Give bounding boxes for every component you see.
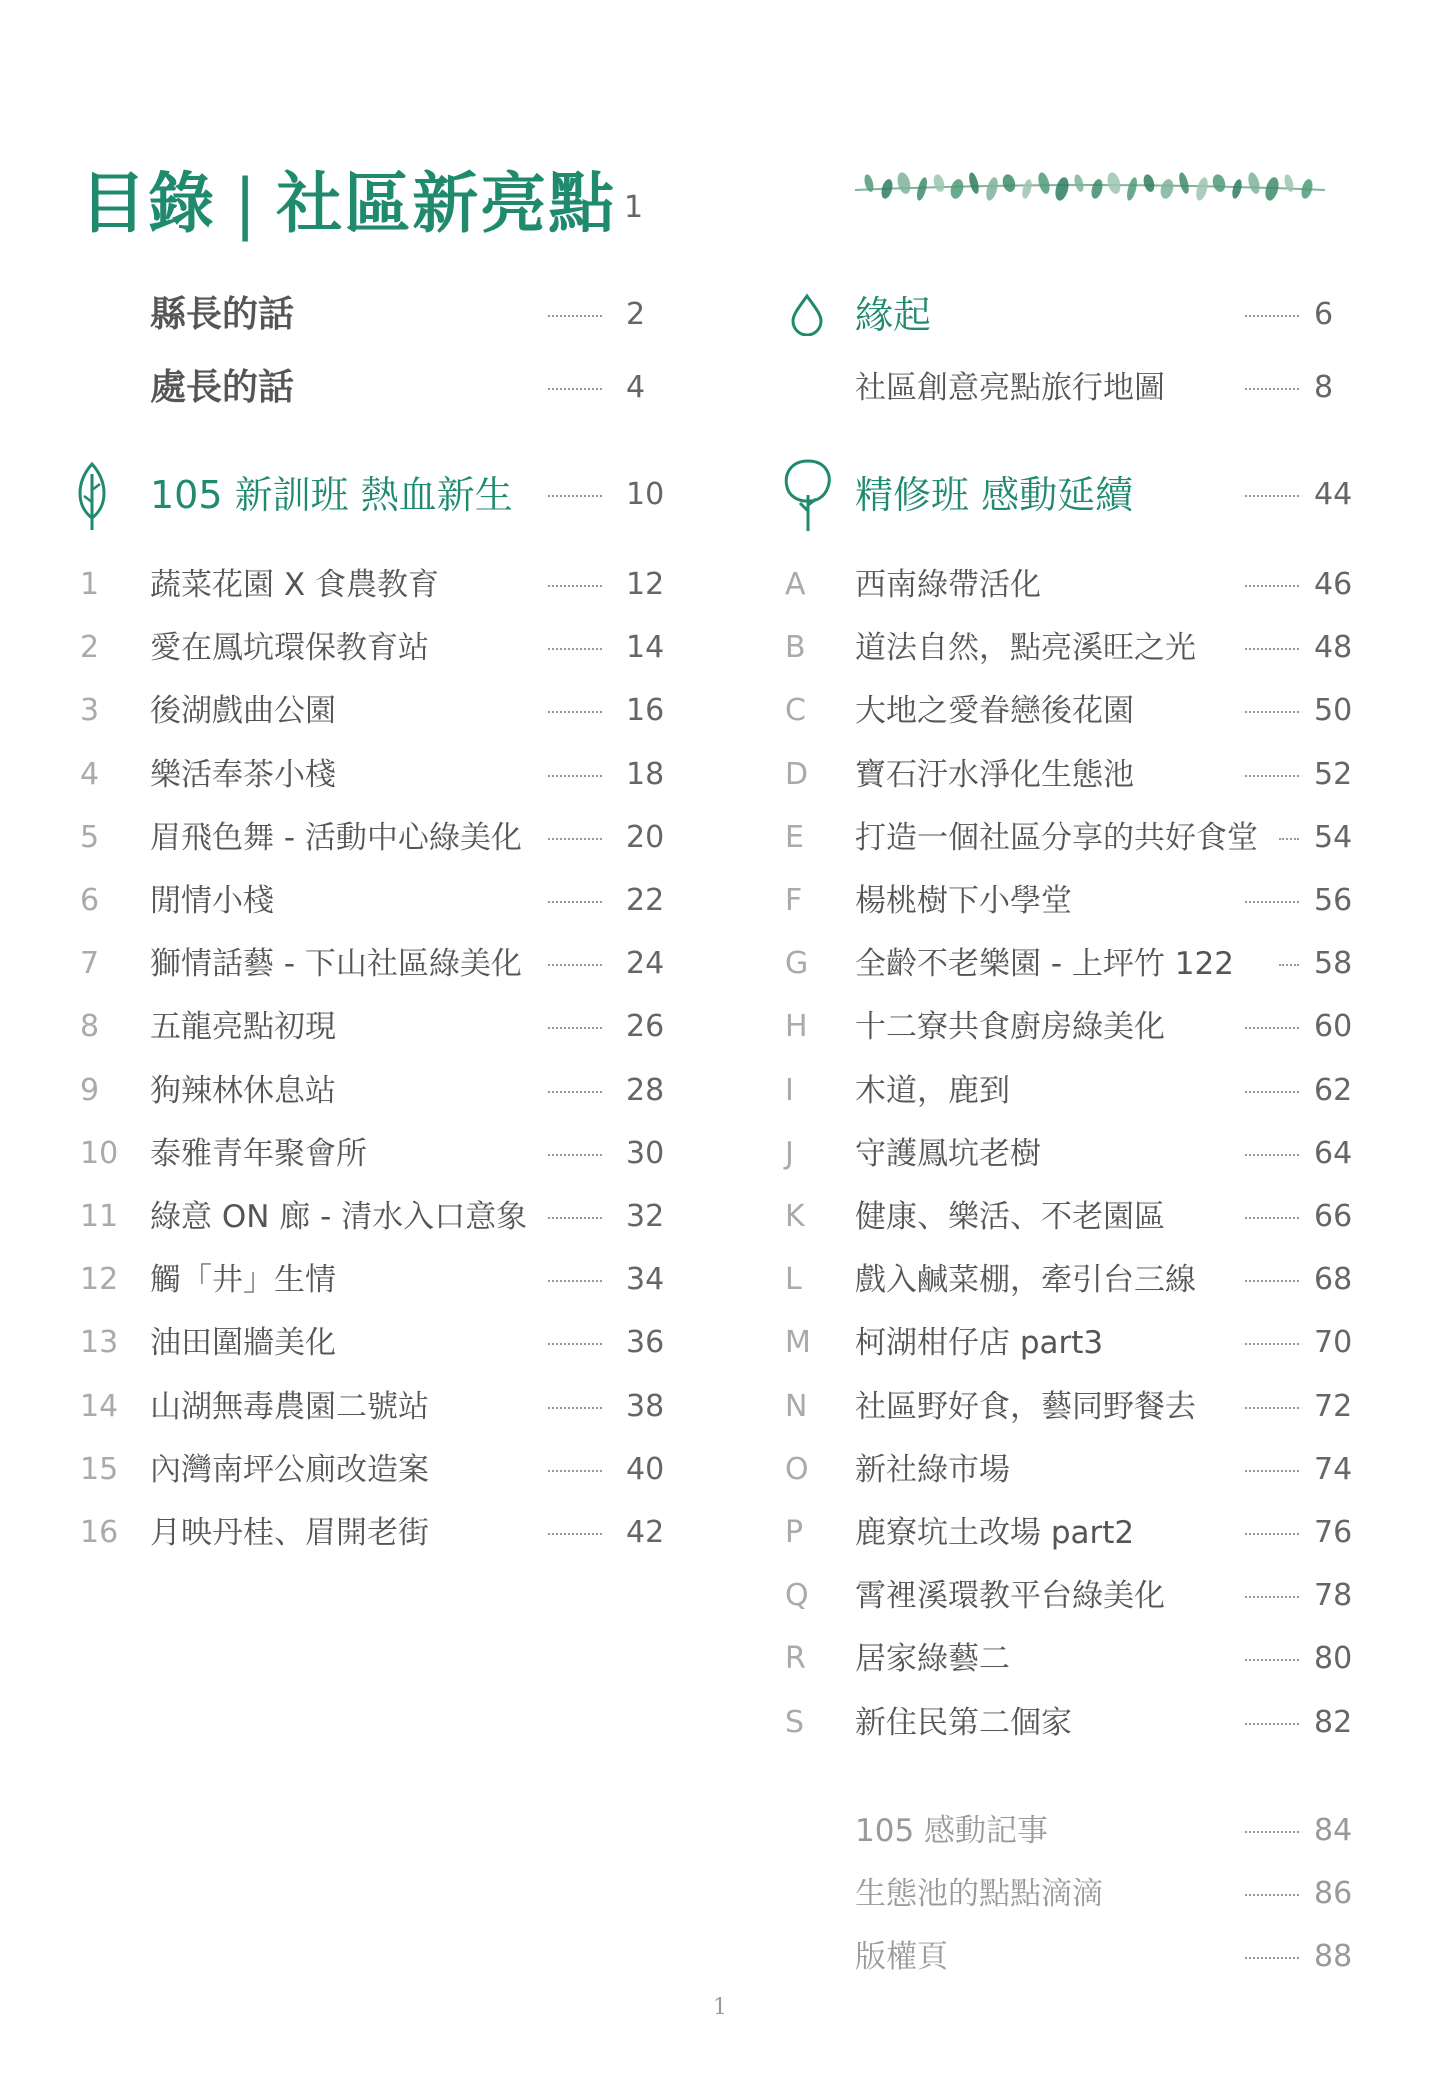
entry-page-number: 20 xyxy=(626,819,665,855)
entry-index: N xyxy=(785,1388,808,1424)
entry-label: 鹿寮坑土改場 part2 xyxy=(855,1515,1135,1551)
entry-page-number: 10 xyxy=(626,477,665,512)
leader-dots xyxy=(548,1027,602,1029)
entry-page-number: 68 xyxy=(1314,1262,1353,1298)
entry-index: 13 xyxy=(80,1325,119,1361)
leader-dots xyxy=(1245,388,1299,390)
leaf-vine-decoration xyxy=(850,165,1330,215)
entry-index: 9 xyxy=(80,1072,100,1108)
toc-entry[interactable] xyxy=(785,750,1353,800)
toc-entry[interactable] xyxy=(80,1002,680,1052)
leader-dots xyxy=(1245,648,1299,650)
entry-index: F xyxy=(785,883,803,918)
entry-label: 西南綠帶活化 xyxy=(855,567,1041,603)
entry-label: 處長的話 xyxy=(150,367,295,408)
entry-page-number: 56 xyxy=(1314,883,1353,918)
leader-dots xyxy=(548,1533,602,1535)
entry-page-number: 54 xyxy=(1314,819,1353,855)
leader-dots xyxy=(548,388,602,390)
entry-page-number: 84 xyxy=(1314,1813,1353,1848)
entry-index: 11 xyxy=(80,1199,119,1234)
entry-index: O xyxy=(785,1451,809,1487)
footer-page-number: 1 xyxy=(713,1995,727,2020)
toc-entry[interactable] xyxy=(785,1318,1353,1368)
leader-dots xyxy=(548,1343,602,1345)
entry-page-number: 82 xyxy=(1314,1704,1353,1740)
toc-entry[interactable] xyxy=(785,1508,1353,1558)
leader-dots xyxy=(548,1280,602,1282)
entry-index: 2 xyxy=(80,630,100,666)
toc-intro-entry[interactable] xyxy=(80,290,680,340)
entry-label: 緣起 xyxy=(855,293,932,337)
toc-entry[interactable] xyxy=(80,1255,680,1305)
toc-entry[interactable] xyxy=(80,1508,680,1558)
toc-entry[interactable] xyxy=(785,1634,1353,1684)
entry-index: 1 xyxy=(80,567,100,602)
toc-entry[interactable] xyxy=(80,1066,680,1116)
entry-label: 山湖無毒農園二號站 xyxy=(150,1388,429,1425)
entry-page-number: 74 xyxy=(1314,1451,1353,1487)
entry-label: 生態池的點點滴滴 xyxy=(855,1876,1103,1913)
entry-page-number: 58 xyxy=(1314,946,1353,982)
entry-label: 105 新訓班 熱血新生 xyxy=(150,473,513,517)
toc-entry[interactable] xyxy=(80,1445,680,1495)
entry-page-number: 36 xyxy=(626,1325,665,1361)
entry-index: 15 xyxy=(80,1451,119,1487)
page-title: 目錄 | 社區新亮點 xyxy=(80,165,617,242)
toc-entry[interactable] xyxy=(785,1445,1353,1495)
entry-index: 16 xyxy=(80,1515,119,1550)
toc-entry[interactable] xyxy=(785,686,1353,736)
entry-page-number: 32 xyxy=(626,1199,665,1234)
entry-label: 健康、樂活、不老園區 xyxy=(855,1199,1165,1235)
entry-page-number: 46 xyxy=(1314,567,1353,602)
entry-page-number: 8 xyxy=(1314,370,1334,405)
entry-page-number: 18 xyxy=(626,756,665,792)
entry-page-number: 12 xyxy=(626,567,665,602)
entry-index: G xyxy=(785,946,809,982)
entry-label: 楊桃樹下小學堂 xyxy=(855,883,1072,919)
entry-page-number: 14 xyxy=(626,630,665,666)
entry-label: 社區野好食，藝同野餐去 xyxy=(855,1388,1196,1425)
leaf-icon xyxy=(72,460,112,536)
entry-label: 新社綠市場 xyxy=(855,1451,1010,1488)
toc-entry[interactable] xyxy=(785,1255,1353,1305)
entry-index: P xyxy=(785,1515,804,1550)
entry-page-number: 30 xyxy=(626,1135,665,1171)
toc-map-entry[interactable] xyxy=(785,363,1345,413)
leader-dots xyxy=(1279,964,1299,966)
leader-dots xyxy=(1245,1343,1299,1345)
toc-origin-entry[interactable] xyxy=(785,290,1345,340)
entry-label: 閒情小棧 xyxy=(150,883,274,919)
entry-index: R xyxy=(785,1641,806,1677)
toc-entry[interactable] xyxy=(785,1066,1353,1116)
toc-entry[interactable] xyxy=(785,939,1353,989)
leader-dots xyxy=(1245,1831,1299,1833)
tree-icon xyxy=(780,455,836,539)
entry-label: 打造一個社區分享的共好食堂 xyxy=(855,819,1258,856)
entry-label: 狗辣林休息站 xyxy=(150,1072,336,1109)
entry-label: 全齡不老樂園 - 上坪竹 122 xyxy=(855,946,1234,983)
leader-dots xyxy=(1245,1280,1299,1282)
toc-entry[interactable] xyxy=(80,686,680,736)
entry-label: 蔬菜花園 X 食農教育 xyxy=(150,567,439,603)
leader-dots xyxy=(1245,901,1299,903)
entry-page-number: 88 xyxy=(1314,1939,1353,1975)
toc-entry[interactable] xyxy=(785,1192,1353,1242)
toc-entry[interactable] xyxy=(785,1382,1353,1432)
entry-index: L xyxy=(785,1262,802,1298)
entry-label: 獅情話藝 - 下山社區綠美化 xyxy=(150,946,522,983)
leader-dots xyxy=(1245,1407,1299,1409)
leader-dots xyxy=(1245,1533,1299,1535)
entry-page-number: 66 xyxy=(1314,1199,1353,1234)
leader-dots xyxy=(548,315,602,317)
entry-index: 7 xyxy=(80,946,100,982)
toc-entry[interactable] xyxy=(80,560,680,610)
entry-page-number: 72 xyxy=(1314,1388,1353,1424)
toc-entry[interactable] xyxy=(785,1571,1353,1621)
leader-dots xyxy=(1279,838,1299,840)
entry-page-number: 38 xyxy=(626,1388,665,1424)
entry-page-number: 48 xyxy=(1314,630,1353,666)
entry-index: D xyxy=(785,756,809,792)
entry-label: 綠意 ON 廊 - 清水入口意象 xyxy=(150,1199,528,1235)
entry-page-number: 4 xyxy=(626,370,646,405)
entry-index: 12 xyxy=(80,1262,119,1298)
leader-dots xyxy=(548,585,602,587)
leader-dots xyxy=(1245,711,1299,713)
toc-entry[interactable] xyxy=(80,750,680,800)
entry-label: 愛在鳳坑環保教育站 xyxy=(150,630,429,667)
entry-label: 月映丹桂、眉開老街 xyxy=(150,1515,429,1551)
entry-index: 8 xyxy=(80,1009,100,1045)
entry-label: 泰雅青年聚會所 xyxy=(150,1135,367,1172)
entry-index: 4 xyxy=(80,756,100,792)
entry-index: E xyxy=(785,819,804,855)
entry-page-number: 44 xyxy=(1314,477,1353,512)
leader-dots xyxy=(1245,1091,1299,1093)
leader-dots xyxy=(1245,315,1299,317)
leader-dots xyxy=(548,1154,602,1156)
toc-extra-entry[interactable] xyxy=(785,1932,1353,1982)
entry-index: A xyxy=(785,567,806,602)
entry-page-number: 86 xyxy=(1314,1876,1353,1912)
entry-page-number: 70 xyxy=(1314,1325,1353,1361)
leader-dots xyxy=(548,964,602,966)
entry-index: I xyxy=(785,1072,794,1108)
leader-dots xyxy=(1245,1596,1299,1598)
entry-index: Q xyxy=(785,1578,809,1614)
entry-label: 眉飛色舞 - 活動中心綠美化 xyxy=(150,819,522,856)
toc-extra-entry[interactable] xyxy=(785,1869,1353,1919)
toc-entry[interactable] xyxy=(785,560,1353,610)
leader-dots xyxy=(1245,1027,1299,1029)
leader-dots xyxy=(548,775,602,777)
leader-dots xyxy=(548,1217,602,1219)
leader-dots xyxy=(1245,495,1299,497)
toc-section-entry[interactable] xyxy=(785,470,1353,520)
entry-label: 寶石汙水淨化生態池 xyxy=(855,756,1134,793)
entry-label: 大地之愛眷戀後花園 xyxy=(855,693,1134,730)
entry-index: J xyxy=(785,1135,794,1171)
entry-page-number: 52 xyxy=(1314,756,1353,792)
entry-label: 105 感動記事 xyxy=(855,1813,1049,1849)
entry-index: C xyxy=(785,693,806,729)
leader-dots xyxy=(1245,1659,1299,1661)
entry-label: 內灣南坪公廁改造案 xyxy=(150,1451,429,1488)
toc-extra-entry[interactable] xyxy=(785,1806,1353,1856)
entry-label: 木道，鹿到 xyxy=(855,1072,1010,1109)
entry-page-number: 16 xyxy=(626,693,665,729)
title-page-number: 1 xyxy=(624,190,644,225)
entry-page-number: 24 xyxy=(626,946,665,982)
entry-label: 社區創意亮點旅行地圖 xyxy=(855,370,1165,406)
entry-page-number: 60 xyxy=(1314,1009,1353,1045)
entry-index: B xyxy=(785,630,806,666)
toc-entry[interactable] xyxy=(785,1002,1353,1052)
entry-label: 霄裡溪環教平台綠美化 xyxy=(855,1578,1165,1615)
leader-dots xyxy=(1245,775,1299,777)
entry-label: 縣長的話 xyxy=(150,294,295,335)
entry-label: 居家綠藝二 xyxy=(855,1641,1010,1678)
entry-index: S xyxy=(785,1704,805,1740)
entry-index: 14 xyxy=(80,1388,119,1424)
entry-page-number: 40 xyxy=(626,1451,665,1487)
leader-dots xyxy=(548,1407,602,1409)
entry-page-number: 80 xyxy=(1314,1641,1353,1677)
entry-label: 戲入鹹菜棚，牽引台三線 xyxy=(855,1262,1196,1299)
entry-label: 觸「井」生情 xyxy=(150,1262,336,1299)
entry-page-number: 6 xyxy=(1314,297,1334,332)
leader-dots xyxy=(548,838,602,840)
toc-entry[interactable] xyxy=(785,623,1353,673)
entry-index: M xyxy=(785,1325,811,1361)
entry-label: 柯湖柑仔店 part3 xyxy=(855,1325,1104,1362)
toc-entry[interactable] xyxy=(80,813,680,863)
leader-dots xyxy=(1245,585,1299,587)
leader-dots xyxy=(1245,1894,1299,1896)
entry-page-number: 76 xyxy=(1314,1515,1353,1550)
entry-index: 6 xyxy=(80,883,100,918)
entry-index: H xyxy=(785,1009,808,1045)
entry-label: 守護鳳坑老樹 xyxy=(855,1135,1041,1172)
toc-entry[interactable] xyxy=(80,876,680,926)
entry-label: 道法自然，點亮溪旺之光 xyxy=(855,630,1196,667)
entry-page-number: 34 xyxy=(626,1262,665,1298)
toc-entry[interactable] xyxy=(80,1382,680,1432)
entry-page-number: 78 xyxy=(1314,1578,1353,1614)
leader-dots xyxy=(548,495,602,497)
toc-entry[interactable] xyxy=(80,623,680,673)
entry-label: 版權頁 xyxy=(855,1939,948,1976)
leader-dots xyxy=(1245,1154,1299,1156)
entry-index: K xyxy=(785,1199,805,1234)
leader-dots xyxy=(548,1091,602,1093)
toc-entry[interactable] xyxy=(785,1698,1353,1748)
toc-entry[interactable] xyxy=(80,1318,680,1368)
entry-page-number: 62 xyxy=(1314,1072,1353,1108)
entry-page-number: 28 xyxy=(626,1072,665,1108)
entry-index: 3 xyxy=(80,693,100,729)
leader-dots xyxy=(548,1470,602,1472)
entry-label: 五龍亮點初現 xyxy=(150,1009,336,1046)
leader-dots xyxy=(548,901,602,903)
toc-entry[interactable] xyxy=(785,1129,1353,1179)
toc-entry[interactable] xyxy=(80,939,680,989)
leader-dots xyxy=(1245,1470,1299,1472)
toc-entry[interactable] xyxy=(785,876,1353,926)
entry-page-number: 64 xyxy=(1314,1135,1353,1171)
toc-entry[interactable] xyxy=(785,813,1353,863)
entry-page-number: 50 xyxy=(1314,693,1353,729)
entry-label: 油田圍牆美化 xyxy=(150,1325,336,1362)
leader-dots xyxy=(1245,1723,1299,1725)
entry-page-number: 26 xyxy=(626,1009,665,1045)
leader-dots xyxy=(1245,1957,1299,1959)
toc-entry[interactable] xyxy=(80,1192,680,1242)
leader-dots xyxy=(1245,1217,1299,1219)
leader-dots xyxy=(548,711,602,713)
entry-page-number: 2 xyxy=(626,297,646,332)
toc-intro-entry[interactable] xyxy=(80,363,680,413)
toc-section-entry[interactable] xyxy=(80,470,680,520)
entry-label: 精修班 感動延續 xyxy=(855,473,1134,517)
entry-page-number: 22 xyxy=(626,883,665,918)
entry-page-number: 42 xyxy=(626,1515,665,1550)
entry-label: 新住民第二個家 xyxy=(855,1704,1072,1741)
entry-label: 十二寮共食廚房綠美化 xyxy=(855,1009,1165,1046)
toc-entry[interactable] xyxy=(80,1129,680,1179)
water-drop-icon xyxy=(790,292,824,340)
entry-index: 10 xyxy=(80,1135,119,1171)
entry-label: 後湖戲曲公園 xyxy=(150,693,336,730)
entry-label: 樂活奉茶小棧 xyxy=(150,756,336,793)
leader-dots xyxy=(548,648,602,650)
entry-index: 5 xyxy=(80,819,100,855)
